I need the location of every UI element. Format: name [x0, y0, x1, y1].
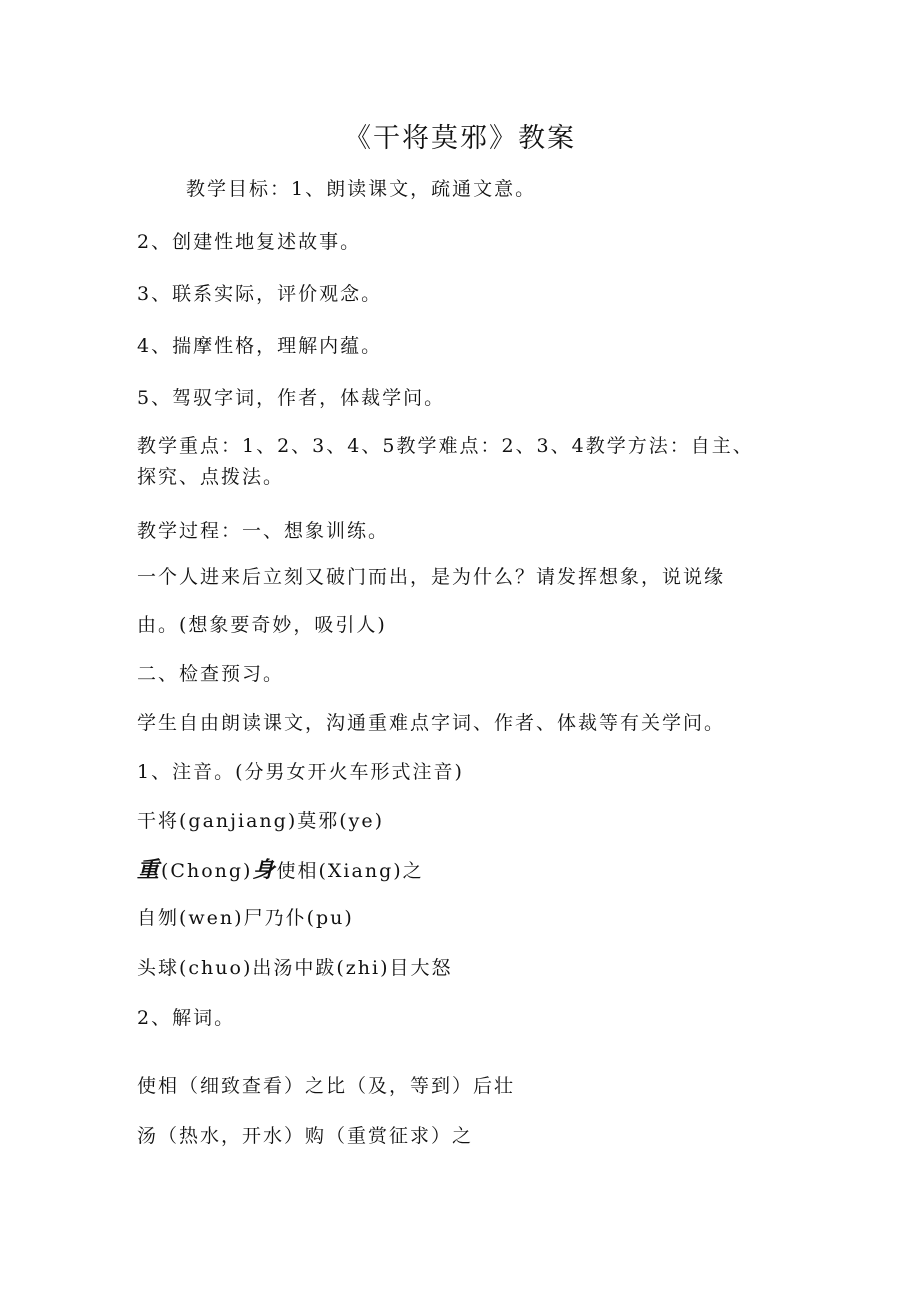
teaching-process: 教学过程：一、想象训练。	[137, 520, 390, 542]
pinyin-line-2	[137, 853, 424, 884]
pinyin-text: (Chong)	[161, 860, 253, 882]
pinyin-text: 使相(Xiang)之	[276, 860, 424, 882]
teaching-objectives: 教学目标：1、朗读课文，疏通文意。	[186, 178, 537, 200]
key-points-paragraph: 教学重点：1、2、3、4、5教学难点：2、3、4教学方法：自主、探究、点拨法。	[137, 435, 754, 488]
vocabulary-line-1: 使相（细致查看）之比（及，等到）后壮	[137, 1075, 516, 1097]
objective-4: 4、揣摩性格，理解内蕴。	[137, 335, 383, 357]
imagine-question-line-2: 由。(想象要奇妙，吸引人)	[137, 614, 387, 636]
pinyin-line-1: 干将(ganjiang)莫邪(ye)	[137, 810, 385, 832]
objective-2: 2、创建性地复述故事。	[137, 231, 362, 253]
phonetic-heading: 1、注音。(分男女开火车形式注音)	[137, 761, 464, 783]
section-two-heading: 二、检查预习。	[137, 663, 285, 685]
pinyin-line-4: 头球(chuo)出汤中跋(zhi)目大怒	[137, 957, 453, 979]
vocabulary-heading: 2、解词。	[137, 1007, 236, 1029]
objective-3: 3、联系实际，评价观念。	[137, 283, 383, 305]
imagine-question-line-1: 一个人进来后立刻又破门而出，是为什么？请发挥想象，说说缘	[137, 566, 726, 588]
objective-5: 5、驾驭字词，作者，体裁学问。	[137, 387, 446, 409]
emphasized-char: 重	[137, 857, 162, 883]
emphasized-char: 身	[252, 857, 277, 883]
document-title: 《干将莫邪》教案	[344, 123, 576, 154]
vocabulary-line-2: 汤（热水，开水）购（重赏征求）之	[137, 1125, 474, 1147]
preview-instructions: 学生自由朗读课文，沟通重难点字词、作者、体裁等有关学问。	[137, 712, 726, 734]
pinyin-line-3: 自刎(wen)尸乃仆(pu)	[137, 907, 354, 929]
